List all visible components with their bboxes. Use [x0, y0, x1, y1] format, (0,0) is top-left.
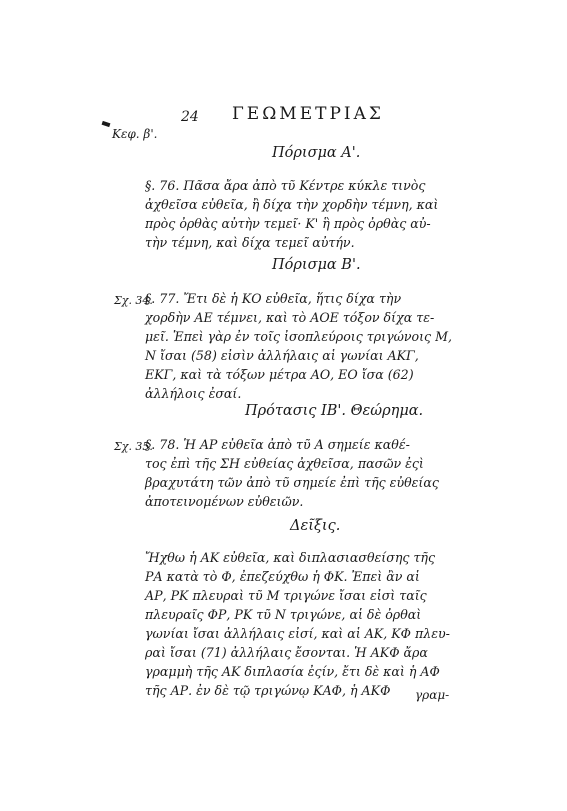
text-line: Ν ἴσαι (58) εἰσὶν ἀλλήλαις αἱ γωνίαι ΑΚΓ,	[145, 348, 419, 363]
text-line: ΕΚΓ, καὶ τὰ τόξων μέτρα ΑΟ, ΕΟ ἴσα (62)	[145, 367, 414, 382]
text-line: ΑΡ, ΡΚ πλευραὶ τῦ Μ τριγώνε ἴσαι εἰσὶ ταῖς	[145, 588, 427, 603]
text-line: ἀποτεινομένων εὐθειῶν.	[145, 494, 304, 509]
section-heading: Πρότασις ΙΒ'. Θεώρημα.	[245, 403, 424, 419]
text-line: §. 77. Ἔτι δὲ ἡ ΚΟ εὐθεῖα, ἥτις δίχα τὴν	[145, 291, 402, 306]
text-line: §. 76. Πᾶσα ἄρα ἀπὸ τῦ Κέντρε κύκλε τινὸς	[145, 178, 426, 193]
margin-mark	[102, 121, 111, 127]
text-line: ἀλλήλοις ἐσαί.	[145, 386, 242, 401]
text-line: τὴν τέμνη, καὶ δίχα τεμεῖ αὐτήν.	[145, 235, 355, 250]
text-line: χορδὴν ΑΕ τέμνει, καὶ τὸ ΑΟΕ τόξον δίχα τε-	[145, 310, 435, 325]
chapter-margin-note: Κεφ. β'.	[112, 127, 158, 141]
text-line: μεῖ. Ἐπεὶ γὰρ ἐν τοῖς ἰσοπλεύροις τριγώνοις Μ,	[145, 329, 453, 344]
section-heading: Πόρισμα Β'.	[272, 257, 361, 273]
running-title: ΓΕΩΜΕΤΡΙΑΣ	[232, 104, 384, 124]
section-heading: Δεῖξις.	[290, 518, 341, 534]
text-line: §. 78. Ἡ ΑΡ εὐθεῖα ἀπὸ τῦ Α σημείε καθέ-	[145, 437, 410, 452]
text-line: πρὸς ὀρθὰς αὐτὴν τεμεῖ· Κ' ἣ πρὸς ὀρθὰς αὐ-	[145, 216, 431, 231]
section-heading: Πόρισμα Α'.	[272, 145, 361, 161]
text-line: πλευραῖς ΦΡ, ΡΚ τῦ Ν τριγώνε, αἱ δὲ ὀρθαὶ	[145, 607, 422, 622]
text-line: τος ἐπὶ τῆς ΣΗ εὐθείας ἀχθεῖσα, πασῶν ἐςὶ	[145, 456, 424, 471]
text-line: ραὶ ἴσαι (71) ἀλλήλαις ἔσονται. Ἡ ΑΚΦ ἄρα	[145, 645, 428, 660]
text-line: Ἤχθω ἡ ΑΚ εὐθεῖα, καὶ διπλασιασθείσης τῆς	[145, 550, 436, 565]
text-line: βραχυτάτη τῶν ἀπὸ τῦ σημείε ἐπὶ τῆς εὐθείας	[145, 475, 439, 490]
text-line: ΡΑ κατὰ τὸ Φ, ἐπεζεύχθω ἡ ΦΚ. Ἐπεὶ ἂν αἱ	[145, 569, 420, 584]
figure-reference: Σχ. 34.	[114, 294, 153, 307]
text-line: γραμμὴ τῆς ΑΚ διπλασία ἐςίν, ἔτι δὲ καὶ ἡ ΑΦ	[145, 664, 440, 679]
text-line: γωνίαι ἴσαι ἀλλήλαις εἰσί, καὶ αἱ ΑΚ, ΚΦ πλευ-	[145, 626, 450, 641]
text-line: ἀχθεῖσα εὐθεῖα, ἢ δίχα τὴν χορδὴν τέμνη, καὶ	[145, 197, 439, 212]
text-line: τῆς ΑΡ. ἐν δὲ τῷ τριγώνῳ ΚΑΦ, ἡ ΑΚΦ	[145, 683, 391, 698]
catchword: γραμ-	[415, 688, 450, 702]
page-number: 24	[181, 109, 199, 125]
figure-reference: Σχ. 35.	[114, 440, 153, 453]
